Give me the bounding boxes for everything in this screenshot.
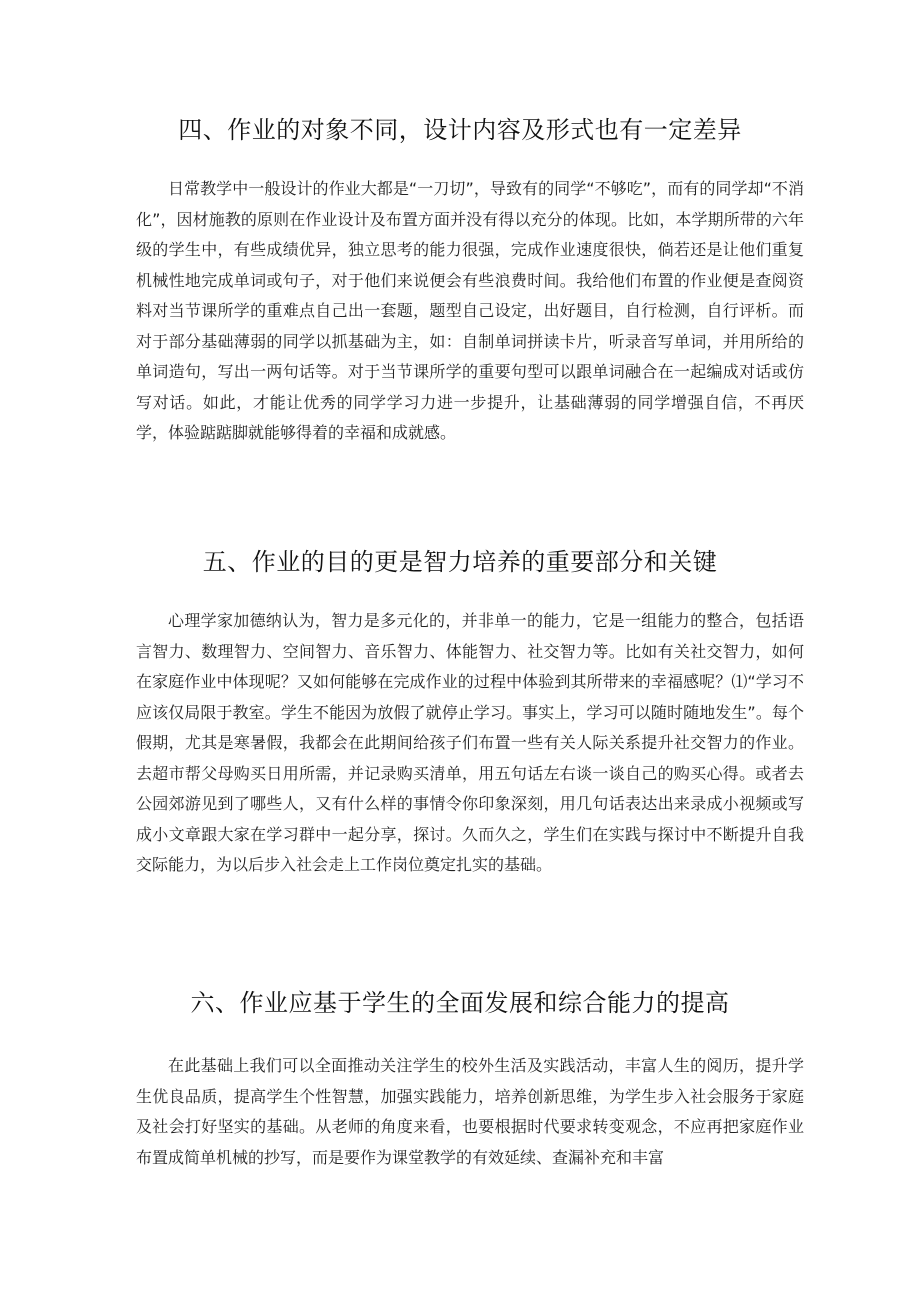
section-heading-6: 六、作业应基于学生的全面发展和综合能力的提高 <box>190 989 730 1017</box>
section-paragraph-6: 在此基础上我们可以全面推动关注学生的校外生活及实践活动，丰富人生的阅历，提升学生优良品质，提高学生个性智慧，加强实践能力，培养创新思维，为学生步入社会服务于家庭及社会打好坚实的基础。从老师的角度来看，也要根据时代要求转变观念，不应再把家庭作业布置成简单机械的抄写，而是要作为课堂教学的有效延续、查漏补充和丰富 <box>136 1056 804 1167</box>
section-paragraph-5: 心理学家加德纳认为，智力是多元化的，并非单一的能力，它是一组能力的整合，包括语言智力、数理智力、空间智力、音乐智力、体能智力、社交智力等。比如有关社交智力，如何在家庭作业中体现呢？又如何能够在完成作业的过程中体验到其所带来的幸福感呢？⑴“学习不应该仅局限于教室。学生不能因为放假了就停止学习。事实上，学习可以随时随地发生”。每个假期，尤其是寒暑假，我都会在此期间给孩子们布置一些有关人际关系提升社交智力的作业。去超市帮父母购买日用所需，并记录购买清单，用五句话左右谈一谈自己的购买心得。或者去公园郊游见到了哪些人，又有什么样的事情令你印象深刻，用几句话表达出来录成小视频或写成小文章跟大家在学习群中一起分享，探讨。久而久之，学生们在实践与探讨中不断提升自我交际能力，为以后步入社会走上工作岗位奠定扎实的基础。 <box>136 611 804 874</box>
section-heading-4: 四、作业的对象不同，设计内容及形式也有一定差异 <box>178 116 742 144</box>
section-paragraph-4: 日常教学中一般设计的作业大都是“一刀切”，导致有的同学“不够吃”，而有的同学却“不消化”，因材施教的原则在作业设计及布置方面并没有得以充分的体现。比如，本学期所带的六年级的学生中，有些成绩优异，独立思考的能力很强，完成作业速度很快，倘若还是让他们重复机械性地完成单词或句子，对于他们来说便会有些浪费时间。我给他们布置的作业便是查阅资料对当节课所学的重难点自己出一套题，题型自己设定，出好题目，自行检测，自行评析。而对于部分基础薄弱的同学以抓基础为主，如：自制单词拼读卡片，听录音写单词，并用所给的单词造句，写出一两句话等。对于当节课所学的重要句型可以跟单词融合在一起编成对话或仿写对话。如此，才能让优秀的同学学习力进一步提升，让基础薄弱的同学增强自信，不再厌学，体验踮踮脚就能够得着的幸福和成就感。 <box>136 179 804 442</box>
section-heading-5: 五、作业的目的更是智力培养的重要部分和关键 <box>202 548 718 576</box>
